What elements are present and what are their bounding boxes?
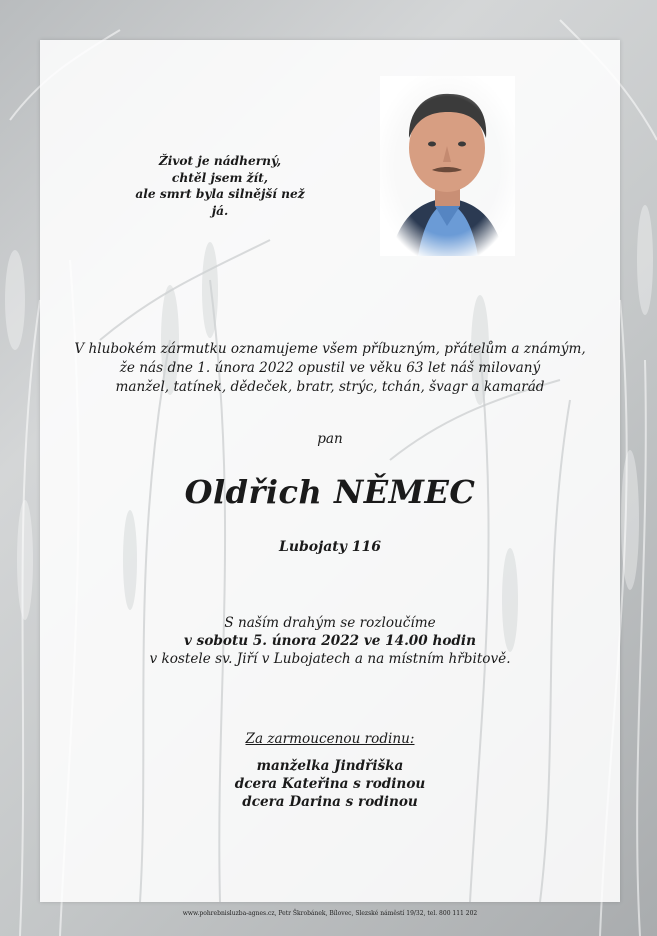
announcement-line: V hlubokém zármutku oznamujeme všem příbuzným, přátelům a známým, (74, 341, 586, 357)
ceremony-details (40, 614, 620, 668)
quote-line: chtěl jsem žít, (171, 170, 269, 185)
family-member: dcera Kateřina s rodinou (234, 776, 426, 792)
family-member: dcera Darina s rodinou (242, 794, 418, 810)
ceremony-date: v sobotu 5. února 2022 ve 14.00 hodin (184, 633, 476, 649)
obituary-card (40, 40, 620, 902)
funeral-service-footer: www.pohrebnisluzba-agnes.cz, Petr Škrobánek, Bílovec, Slezské náměstí 19/32, tel. 800 111 202 (182, 910, 478, 917)
ceremony-line: S naším drahým se rozloučíme (224, 615, 436, 631)
announcement-line: že nás dne 1. února 2022 opustil ve věku 63 let náš milovaný (119, 360, 541, 376)
quote (130, 153, 310, 219)
family-member: manželka Jindřiška (256, 758, 404, 774)
family-heading: Za zarmoucenou rodinu: (245, 731, 415, 747)
announcement-line: manžel, tatínek, dědeček, bratr, strýc, tchán, švagr a kamarád (115, 379, 545, 395)
honorific: pan (317, 431, 343, 447)
ceremony-place: v kostele sv. Jiří v Lubojatech a na místním hřbitově. (149, 651, 511, 667)
deceased-name: Oldřich NĚMEC (184, 473, 476, 511)
announcement-text (40, 340, 620, 397)
family-list (40, 757, 620, 811)
quote-line: ale smrt byla silnější než já. (135, 187, 305, 218)
portrait-photo (380, 76, 515, 256)
deceased-address: Lubojaty 116 (279, 539, 381, 555)
quote-line: Život je nádherný, (158, 154, 282, 168)
